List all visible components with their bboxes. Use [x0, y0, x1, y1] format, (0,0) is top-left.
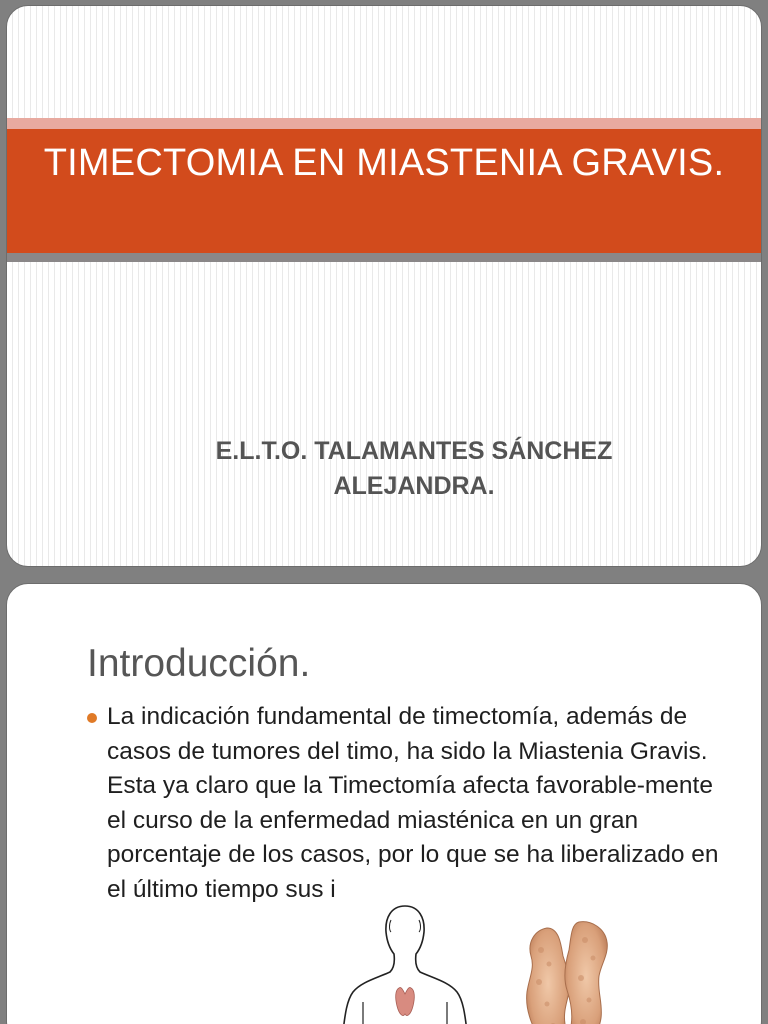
- author-line-1: E.L.T.O. TALAMANTES SÁNCHEZ: [215, 437, 613, 465]
- author-line-2: ALEJANDRA.: [333, 472, 495, 500]
- thymus-gland-icon: [517, 916, 617, 1024]
- title-slide: [6, 5, 762, 567]
- slide-title: TIMECTOMIA EN MIASTENIA GRAVIS.: [43, 142, 725, 184]
- slide-heading: Introducción.: [87, 642, 311, 685]
- bullet-item: [87, 700, 737, 907]
- title-band-bottom-stripe: [7, 253, 761, 262]
- bullet-list: [87, 700, 737, 907]
- title-band-top-stripe: [7, 118, 761, 129]
- thymus-in-torso-icon: [396, 987, 415, 1015]
- human-torso-icon: [333, 902, 477, 1024]
- bullet-dot-icon: [87, 713, 97, 723]
- introduction-slide: [6, 583, 762, 1024]
- author-name: [107, 434, 721, 504]
- bullet-text: La indicación fundamental de timectomía, además de casos de tumores del timo, ha sido la Miastenia Gravis. Esta ya claro que la Timectomía afecta favorable-mente el curso de la enfermedad miasténica en un gran porcentaje de los casos, por lo que se ha liberalizado en el último tiempo sus i: [107, 703, 719, 903]
